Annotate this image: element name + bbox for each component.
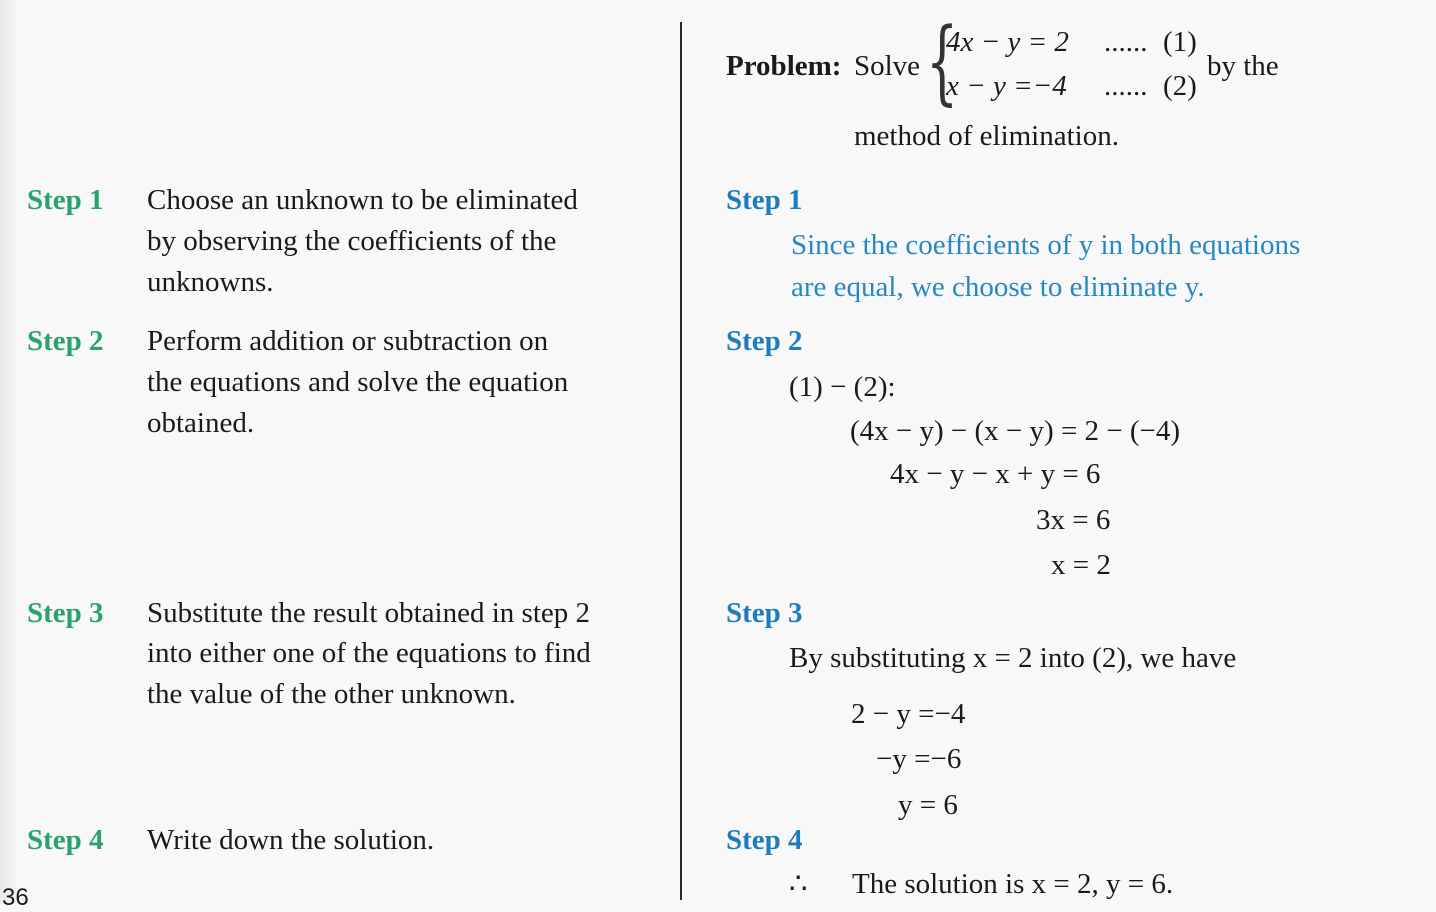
equation-2-dots: ...... [1104,70,1148,102]
left-step-1-line: by observing the coefficients of the [147,225,557,257]
left-step-3-line: the value of the other unknown. [147,678,516,710]
right-step-4-solution: The solution is x = 2, y = 6. [852,868,1174,900]
right-step-2-label: Step 2 [726,325,803,357]
right-step-2-work-line: 4x − y − x + y = 6 [890,458,1101,490]
left-step-3-line: Substitute the result obtained in step 2 [147,597,591,629]
right-step-3-work-line: y = 6 [898,789,958,821]
right-step-2-operation: (1) − (2): [789,371,896,403]
right-step-2-work-line: 3x = 6 [1036,504,1111,536]
right-step-2-work-line: (4x − y) − (x − y) = 2 − (−4) [850,415,1181,447]
right-step-1-line: Since the coefficients of y in both equations [791,229,1301,261]
left-step-3-line: into either one of the equations to find [147,637,591,669]
right-step-3-work-line: 2 − y =−4 [851,698,966,730]
right-step-1-label: Step 1 [726,184,803,216]
left-step-1-line: unknowns. [147,266,274,298]
right-step-3-intro: By substituting x = 2 into (2), we have [789,642,1237,674]
left-step-2-line: obtained. [147,407,255,439]
equation-2: x − y =−4 [946,70,1067,102]
equation-2-tag: (2) [1163,70,1197,102]
problem-by-the: by the [1207,50,1279,82]
right-step-2-work-line: x = 2 [1051,549,1111,581]
equation-1-tag: (1) [1163,26,1197,58]
left-step-3-label: Step 3 [27,597,104,629]
right-step-3-work-line: −y =−6 [876,743,962,775]
equation-1-dots: ...... [1104,26,1148,58]
system-brace: { [926,8,959,115]
right-step-1-line: are equal, we choose to eliminate y. [791,271,1205,303]
therefore-symbol: ∴ [789,868,808,900]
left-step-2-line: the equations and solve the equation [147,366,569,398]
equation-1: 4x − y = 2 [946,26,1069,58]
column-divider [680,22,682,900]
right-step-3-label: Step 3 [726,597,803,629]
problem-method: method of elimination. [854,120,1119,152]
page-gutter-shade [0,0,18,904]
left-step-2-line: Perform addition or subtraction on [147,325,549,357]
left-step-1-line: Choose an unknown to be eliminated [147,184,578,216]
problem-label: Problem: [726,50,842,82]
problem-solve-word: Solve [854,50,921,82]
left-step-4-line: Write down the solution. [147,824,435,856]
left-step-1-label: Step 1 [27,184,104,216]
page-number: 36 [2,884,29,911]
right-step-4-label: Step 4 [726,824,803,856]
left-step-2-label: Step 2 [27,325,104,357]
left-step-4-label: Step 4 [27,824,104,856]
